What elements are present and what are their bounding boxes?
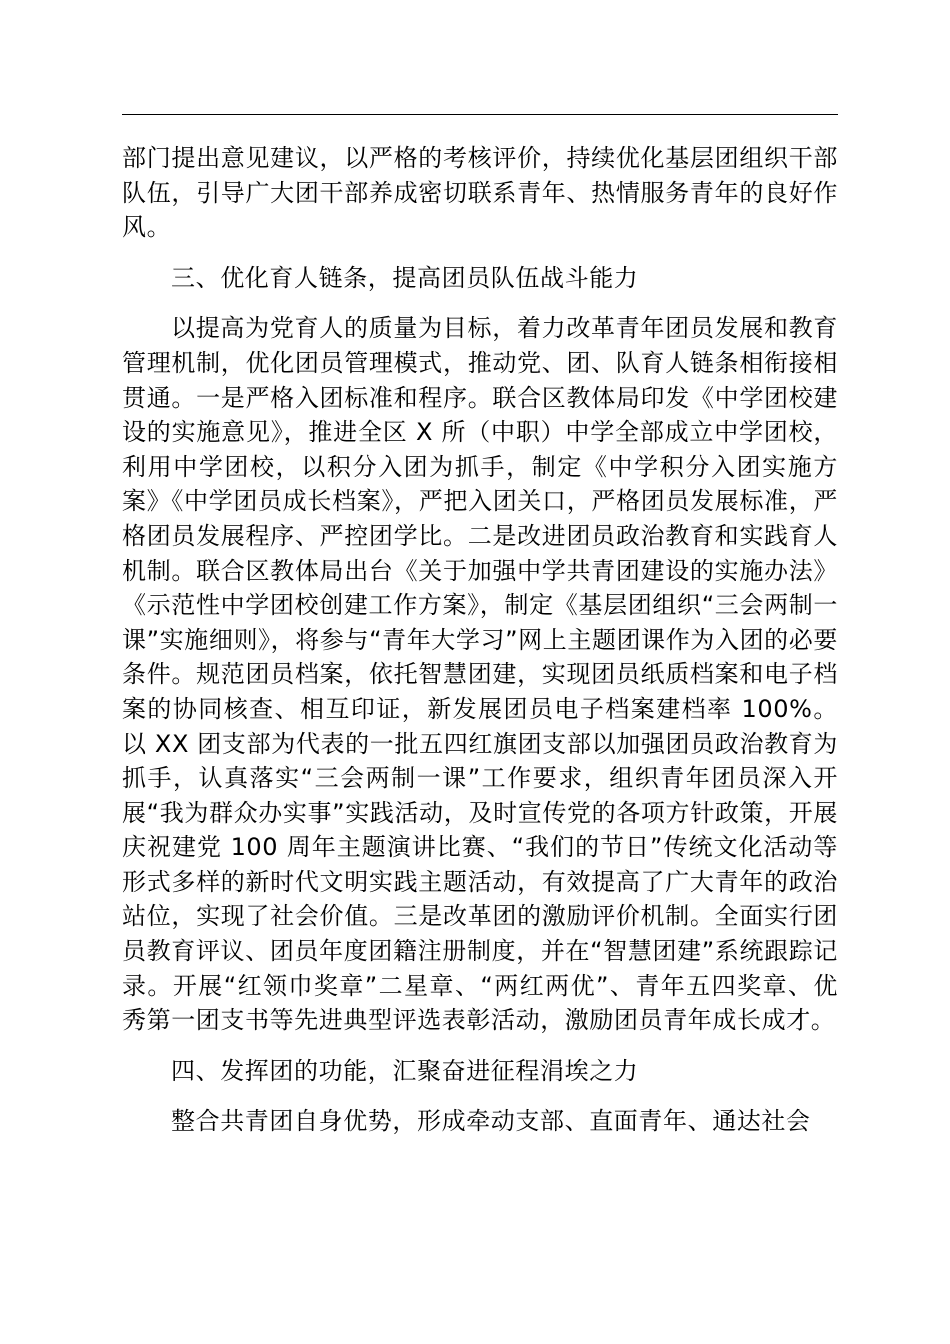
- section-heading-3: 三、优化育人链条，提高团员队伍战斗能力: [171, 263, 639, 292]
- paragraph-section-4: 整合共青团自身优势，形成牵动支部、直面青年、通达社会: [171, 1107, 811, 1136]
- document-body: [122, 141, 838, 1155]
- paragraph-continuation: 部门提出意见建议，以严格的考核评价，持续优化基层团组织干部队伍，引导广大团干部养成密切联系青年、热情服务青年的良好作风。: [122, 144, 838, 242]
- section-heading-4: 四、发挥团的功能，汇聚奋进征程涓埃之力: [171, 1056, 639, 1085]
- paragraph-section-3: 以提高为党育人的质量为目标，着力改革青年团员发展和教育管理机制，优化团员管理模式，推动党、团、队育人链条相衔接相贯通。一是严格入团标准和程序。联合区教体局印发《中学团校建设的实施意见》，推进全区 X 所（中职）中学全部成立中学团校，利用中学团校，以积分入团为抓手，制定《中学积分入团实施方案》《中学团员成长档案》，严把入团关口，严格团员发展标准，严格团员发展程序、严控团学比。二是改进团员政治教育和实践育人机制。联合区教体局出台《关于加强中学共青团建设的实施办法》《示范性中学团校创建工作方案》，制定《基层团组织“三会两制一课”实施细则》，将参与“青年大学习”网上主题团课作为入团的必要条件。规范团员档案，依托智慧团建，实现团员纸质档案和电子档案的协同核查、相互印证，新发展团员电子档案建档率 100%。以 XX 团支部为代表的一批五四红旗团支部以加强团员政治教育为抓手，认真落实“三会两制一课”工作要求，组织青年团员深入开展“我为群众办实事”实践活动，及时宣传党的各项方针政策，开展庆祝建党 100 周年主题演讲比赛、“我们的节日”传统文化活动等形式多样的新时代文明实践主题活动，有效提高了广大青年的政治站位，实现了社会价值。三是改革团的激励评价机制。全面实行团员教育评议、团员年度团籍注册制度，并在“智慧团建”系统跟踪记录。开展“红领巾奖章”二星章、“两红两优”、青年五四奖章、优秀第一团支书等先进典型评选表彰活动，激励团员青年成长成才。: [122, 314, 838, 1035]
- header-rule: [122, 114, 838, 115]
